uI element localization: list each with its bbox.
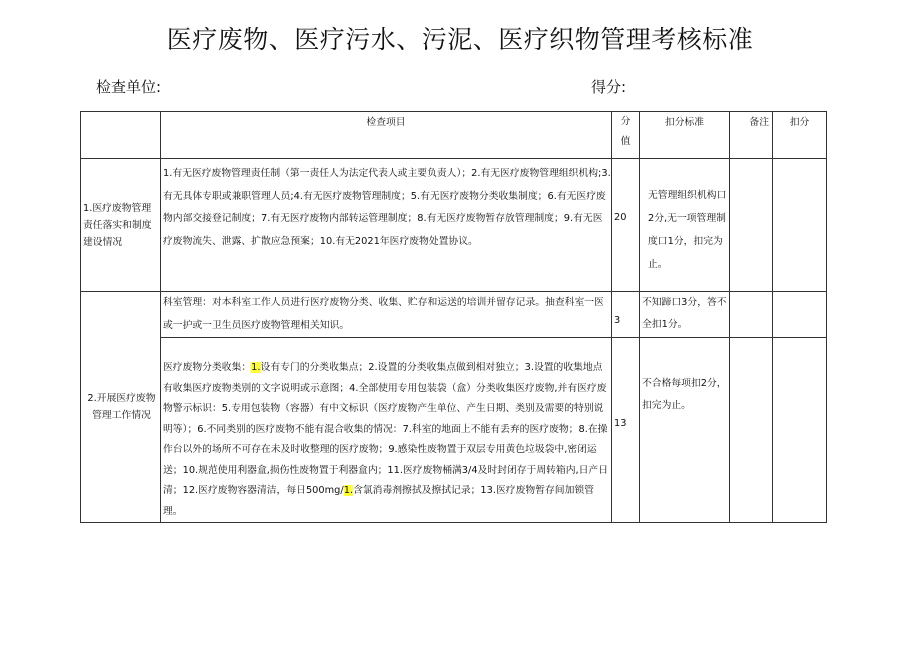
value-cell: 13 xyxy=(612,338,640,523)
remark-cell xyxy=(730,338,773,523)
header-value-line1: 分 xyxy=(620,116,631,127)
item-cell xyxy=(161,338,612,523)
item-cell: 科室管理：对本科室工作人员进行医疗废物分类、收集、贮存和运送的培训并留存记录。抽查科室一医或一护或一卫生员医疗废物管理相关知识。 xyxy=(161,292,612,338)
standard-cell: 不合格每项扣2分，扣完为止。 xyxy=(640,338,730,523)
inspection-unit-label: 检查单位: xyxy=(96,78,162,96)
category-cell: 2.开展医疗废物管理工作情况 xyxy=(81,292,161,523)
header-value-line2: 值 xyxy=(620,136,631,147)
category-cell: 1.医疗废物管理责任落实和制度建设情况 xyxy=(81,159,161,292)
table-row xyxy=(81,292,827,338)
table-row xyxy=(81,159,827,292)
value-cell: 20 xyxy=(612,159,640,292)
header-deduction: 扣分 xyxy=(773,112,827,159)
item-text-suffix: 含氯消毒剂擦拭及擦拭记录；13.医疗废物暂存间加锁管理。 xyxy=(163,485,594,517)
table-header-row xyxy=(81,112,827,159)
item-text-prefix: 医疗废物分类收集： xyxy=(163,362,252,373)
header-standard: 扣分标准 xyxy=(640,112,730,159)
highlight-mark: 1. xyxy=(343,485,354,496)
deduction-cell xyxy=(773,292,827,338)
header-value xyxy=(612,112,640,159)
standard-cell: 无管理组织机构口2分,无一项管理制度口1分，扣完为止。 xyxy=(640,159,730,292)
remark-cell xyxy=(730,159,773,292)
header-category xyxy=(81,112,161,159)
value-cell: 3 xyxy=(612,292,640,338)
remark-cell xyxy=(730,292,773,338)
assessment-table xyxy=(80,111,827,523)
item-cell: 1.有无医疗废物管理责任制（第一责任人为法定代表人或主要负责人）；2.有无医疗废物管理组织机构;3.有无具体专职或兼职管理人员;4.有无医疗废物管理制度；5.有无医疗废物分类收集制度；6.有无医疗废物内部交接登记制度；7.有无医疗废物内部转运管理制度；8.有无医疗废物暂存放管理制度；9.有无医疗废物流失、泄露、扩散应急预案；10.有无2021年医疗废物处置协议。 xyxy=(161,159,612,292)
header-item: 检查项目 xyxy=(161,112,612,159)
standard-cell: 不知蹄口3分，答不全扣1分。 xyxy=(640,292,730,338)
score-label: 得分: xyxy=(591,78,627,96)
table-row xyxy=(81,338,827,523)
document-title: 医疗废物、医疗污水、污泥、医疗织物管理考核标准 xyxy=(166,25,754,54)
header-remark: 备注 xyxy=(730,112,773,159)
highlight-mark: 1. xyxy=(251,362,261,373)
deduction-cell xyxy=(773,338,827,523)
deduction-cell xyxy=(773,159,827,292)
item-text-middle: 设有专门的分类收集点；2.设置的分类收集点做到相对独立；3.设置的收集地点有收集医疗废物类别的文字说明或示意图；4.全部使用专用包装袋（盒）分类收集医疗废物,并有医疗废物警示标识：5.专用包装物（容器）有中文标识（医疗废物产生单位、产生日期、类别及需要的特别说明等）；6.不同类别的医疗废物不能有混合收集的情况：7.科室的地面上不能有丢弃的医疗废物；8.在操作台以外的场所不可存在未及时收整理的医疗废物；9.感染性废物置于双层专用黄色垃圾袋中,密闭运送；10.规范使用利器盒,损伤性废物置于利器盒内；11.医疗废物桶满3/4及时封闭存于周转箱内,日产日清；12.医疗废物容器清洁，每日500mg/ xyxy=(163,362,609,496)
